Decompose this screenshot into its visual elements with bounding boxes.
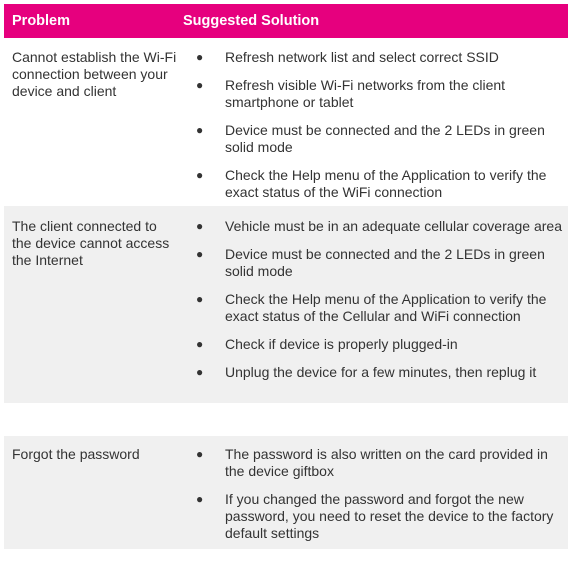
solution-item	[196, 491, 566, 542]
solution-item	[196, 77, 566, 111]
bullet-icon: ●	[196, 365, 204, 379]
bullet-icon: ●	[196, 78, 204, 92]
bullet-icon: ●	[196, 50, 204, 64]
solution-text: Refresh visible Wi-Fi networks from the client smartphone or tablet	[225, 77, 506, 110]
bullet-icon: ●	[196, 337, 204, 351]
solution-item	[196, 49, 566, 66]
bullet-icon: ●	[196, 219, 204, 233]
solution-item	[196, 167, 566, 201]
solution-text: Device must be connected and the 2 LEDs in green solid mode	[225, 122, 545, 155]
solution-text: Device must be connected and the 2 LEDs in green solid mode	[225, 246, 545, 279]
solution-item	[196, 246, 566, 280]
bullet-icon: ●	[196, 247, 204, 261]
solution-text: Check if device is properly plugged-in	[225, 336, 458, 352]
table-header	[4, 4, 568, 38]
table-row	[4, 206, 568, 403]
solution-text: Unplug the device for a few minutes, then replug it	[225, 364, 537, 380]
problem-cell: The client connected to the device cannot access the Internet	[12, 218, 170, 268]
solution-text: Check the Help menu of the Application to verify the exact status of the Cellular and WiFi connection	[225, 291, 547, 324]
solution-text: The password is also written on the card provided in the device giftbox	[225, 446, 548, 479]
solution-text: Check the Help menu of the Application to verify the exact status of the WiFi connection	[225, 167, 547, 200]
bullet-icon: ●	[196, 447, 204, 461]
problem-cell: Cannot establish the Wi-Fi connection between your device and client	[12, 49, 177, 99]
solution-list	[196, 218, 566, 392]
header-problem: Problem	[12, 13, 71, 29]
header-suggested-solution: Suggested Solution	[183, 13, 320, 29]
table-row	[4, 436, 568, 549]
bullet-icon: ●	[196, 492, 204, 506]
bullet-icon: ●	[196, 168, 204, 182]
solution-item	[196, 291, 566, 325]
table-row	[4, 38, 568, 206]
problem-cell: Forgot the password	[12, 446, 140, 462]
troubleshooting-table	[4, 4, 568, 549]
solution-item	[196, 122, 566, 156]
bullet-icon: ●	[196, 292, 204, 306]
solution-text: Refresh network list and select correct SSID	[225, 49, 499, 65]
row-spacer	[4, 403, 568, 436]
solution-item	[196, 336, 566, 353]
solution-list	[196, 49, 566, 212]
solution-text: If you changed the password and forgot the new password, you need to reset the device to the factory default settings	[225, 491, 554, 541]
solution-text: Vehicle must be in an adequate cellular coverage area	[225, 218, 562, 234]
solution-item	[196, 218, 566, 235]
bullet-icon: ●	[196, 123, 204, 137]
solution-item	[196, 364, 566, 381]
solution-item	[196, 446, 566, 480]
solution-list	[196, 446, 566, 553]
